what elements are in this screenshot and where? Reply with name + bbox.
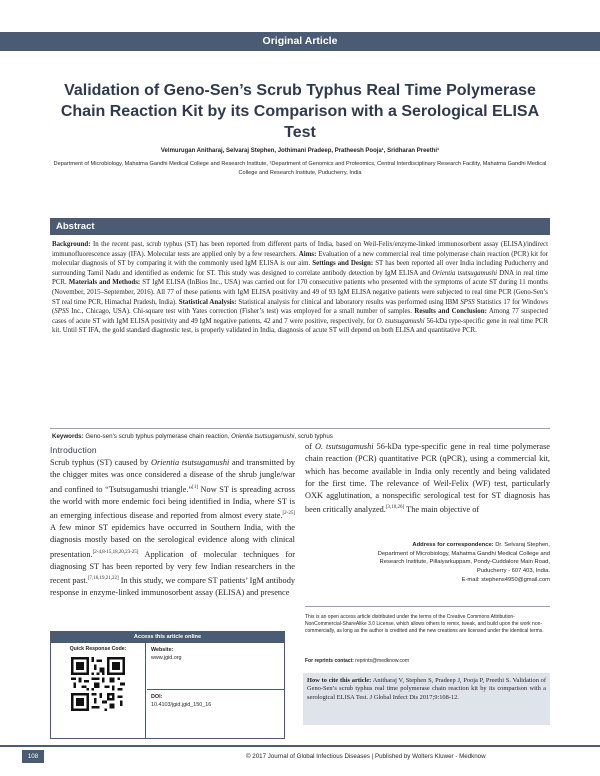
stats-label: Statistical Analysis:	[178, 298, 237, 306]
citation-ref[interactable]: [1]	[192, 484, 198, 490]
affiliation: Department of Microbiology, Mahatma Gandhi Medical College and Research Institute, ¹Department of Genomics and Proteomics, Central Interdisciplinary Research Facility, Mahatma Gandhi Medical College and Research Institute, Puducherry, India	[53, 161, 547, 176]
access-online-box	[50, 631, 285, 739]
intro-text-d: A few minor ST epidemics have occurred in Southern India, with the diagnosis mostly based on the serological evidence along with clinical presentation.	[50, 523, 295, 559]
footer-text: © 2017 Journal of Global Infectious Diseases | Published by Wolters Kluwer - Medknow	[246, 753, 486, 760]
article-title: Validation of Geno-Sen’s Scrub Typhus Real Time Polymerase Chain Reaction Kit by its Comparison with a Serological ELISA Test	[60, 82, 540, 141]
keywords-text-a: Geno-sen’s scrub typhus polymerase chain reaction,	[83, 433, 232, 440]
correspondence-line-3: Puducherry - 607 403, India.	[476, 568, 550, 575]
qr-label: Quick Response Code:	[69, 646, 127, 652]
materials-label: Materials and Methods:	[68, 279, 141, 287]
cite-label: How to cite this article:	[307, 677, 372, 684]
citation-ref[interactable]: [2-25]	[282, 510, 295, 516]
correspondence-email[interactable]: E-mail: stephens4950@gmail.com	[461, 576, 550, 583]
intro2-text-b: 56-kDa type-specific gene in real time polymerase chain reaction (PCR) quantitative PCR (qPCR), using a commercial kit, which has become available in India only recently and being validated for the first time. The relevance of Weil-Felix (WF) test, particularly OXK agglutination, a nonspecific serological test for ST diagnosis has been critically analyzed.	[305, 442, 550, 515]
intro-text-b: and transmitted by the chigger mites was once considered a disease of the shrub jungle/war and confined to “Tsutsugamushi triangle.”	[50, 458, 295, 494]
correspondence-line-1: Department of Microbiology, Mahatma Gandhi Medical College and	[377, 550, 550, 557]
stats-text-a: Statistical analysis for clinical and laboratory results was performed using IBM	[236, 298, 461, 306]
page-footer	[0, 750, 600, 766]
footer-rule	[0, 745, 600, 747]
website-label: Website:	[151, 647, 174, 653]
stats-spss: SPSS	[460, 298, 475, 306]
results-organism: O. tsutsugamushi	[376, 317, 425, 325]
cite-text-a: Anitharaj V, Stephen S, Pradeep J, Pooja P, Preethi S. Validation of Geno-Sen’s scrub typhus real time polymerase chain reaction kit by its comparison with a serological ELISA Test. J Global Infect Dis 2017;9:	[307, 677, 547, 701]
stats-text-b: Statistics 17 for Windows (	[52, 298, 549, 316]
settings-tail: DNA in real time PCR.	[52, 269, 549, 287]
background-label: Background:	[52, 241, 91, 248]
doi-link[interactable]: 10.4103/jgid.jgid_150_16	[151, 701, 212, 708]
author-list: Velmurugan Anitharaj, Selvaraj Stephen, Jothimani Pradeep, Pratheesh Pooja¹, Sridharan Preethi¹	[160, 148, 440, 154]
settings-label: Settings and Design:	[312, 260, 374, 268]
settings-text: ST has been reported all over India including Puducherry and surrounding Tamil Nadu and identified as endemic for ST. This study was designed to correlate antibody detection by IgM ELISA and	[52, 260, 548, 277]
abstract-heading-bar	[50, 218, 550, 235]
intro-text-f: In this study, we compare ST patients’ IgM antibody response in enzyme-linked immunosorbent assay (ELISA) and presence	[50, 575, 295, 598]
keywords-organism: Orientia tsutsugamushi	[231, 433, 295, 440]
settings-organism: Orientia tsutsugamushi	[432, 269, 498, 277]
reprints-line	[305, 658, 550, 664]
keywords	[52, 433, 548, 440]
citation-ref[interactable]: [7,16,19,21,22]	[87, 575, 119, 581]
materials-text: ST IgM ELISA (InBios Inc., USA) was carried out for 170 consecutive patients who presented with the symptoms of acute ST during 11 months (November, 2015–September, 2016). All 77 of these patients with IgM ELISA positivity and 49 of 93 IgM ELISA negative patients were subjected to real time PCR (Geno-Sen’s ST real time PCR, Himachal Pradesh, India).	[52, 279, 548, 306]
access-grid	[51, 643, 284, 738]
results-text-a: Among 77 suspected cases of acute ST with IgM ELISA positivity and 49 IgM negative patients, 42 and 7 were positive, respectively, for	[52, 308, 548, 325]
license-divider	[305, 606, 550, 607]
page-number: 108	[22, 750, 44, 763]
correspondence-line-2: Research Institute, Pillaiyarkuppam, Pondy-Cuddalore Main Road,	[379, 559, 550, 566]
introduction-paragraph-2	[305, 441, 550, 517]
cite-text-b: 108-12.	[439, 693, 459, 701]
results-text-b: 56-kDa type-specific gene in real time PCR kit. Until ST IFA, the gold standard diagnostic test, is properly validated in India, diagnosis of acute ST will depend on both ELISA and quantitative PCR.	[52, 317, 548, 335]
intro2-text-c: The main objective of	[404, 505, 480, 515]
access-title: Access this article online	[51, 632, 284, 643]
introduction-left-column	[50, 445, 295, 599]
abstract-body	[52, 240, 548, 336]
doi-cell	[147, 690, 284, 713]
citation-ref[interactable]: [2-4,8-15,18,20,23-25]	[92, 549, 139, 555]
article-type-label: Original Article	[262, 35, 338, 47]
intro2-text-a: of	[305, 442, 315, 451]
introduction-heading: Introduction	[50, 445, 97, 455]
intro2-organism: O. tsutsugamushi	[314, 442, 374, 451]
results-label: Results and Conclusion:	[414, 308, 487, 316]
citation-ref[interactable]: [3,10,26]	[385, 505, 405, 511]
stats-text-c: Inc., Chicago, USA). Chi-square test with Yates correction (Fisher’s test) was employed for a small number of samples.	[68, 308, 415, 316]
reprints-label: For reprints contact:	[305, 658, 354, 664]
doi-label: DOI:	[151, 694, 163, 700]
website-link[interactable]: www.jgid.org	[151, 654, 182, 661]
background-text: In the recent past, scrub typhus (ST) has been reported from different parts of India, based on Weil-Felix/enzyme-linked immunosorbent assay (ELISA)/indirect immunofluorescence assay (IFA). Molecular tests are applied only by a few researchers.	[52, 241, 548, 258]
introduction-right-column	[305, 441, 550, 517]
keywords-label: Keywords:	[52, 433, 84, 440]
qr-cell	[51, 643, 146, 738]
intro-text-c: Now ST is spreading across the world with more endemic foci being identified in India, where ST is an emerging infectious disease and reported from almost every state.	[50, 484, 295, 520]
reprints-email[interactable]: reprints@medknow.com	[353, 658, 410, 664]
qr-code-icon[interactable]	[71, 657, 125, 711]
correspondence-name: Dr. Selvaraj Stephen,	[493, 542, 550, 548]
keywords-text-b: , scrub typhus	[294, 433, 333, 440]
intro-text-a: Scrub typhus (ST) caused by	[50, 458, 152, 467]
aims-text: Evaluation of a new commercial real time polymerase chain reaction (PCR) kit for molecular diagnosis of ST by comparing it with the commonly used IgM ELISA is our aim.	[52, 250, 548, 268]
keywords-divider-top	[50, 428, 550, 429]
license-text: This is an open access article distributed under the terms of the Creative Commons Attribution-NonCommercial-ShareAlike 3.0 License, which allows others to remix, tweak, and build upon the work non-commercially, as long as the author is credited and the new creations are licensed under the identical terms.	[305, 614, 544, 634]
article-type-banner	[0, 32, 600, 51]
correspondence-label: Address for correspondence:	[412, 542, 494, 548]
website-cell	[147, 643, 284, 690]
aims-label: Aims:	[298, 250, 317, 258]
links-cell	[147, 643, 284, 738]
intro-organism: Orientia tsutsugamushi	[151, 458, 230, 467]
correspondence-block	[370, 541, 550, 585]
abstract-heading: Abstract	[56, 221, 95, 232]
intro-text-e: Application of molecular techniques for diagnosing ST has been reported by very few Indian researchers in the recent past.	[50, 549, 295, 585]
stats-spss-2: SPSS	[54, 308, 69, 316]
introduction-paragraph-1	[50, 457, 295, 599]
how-to-cite-box	[303, 673, 550, 725]
